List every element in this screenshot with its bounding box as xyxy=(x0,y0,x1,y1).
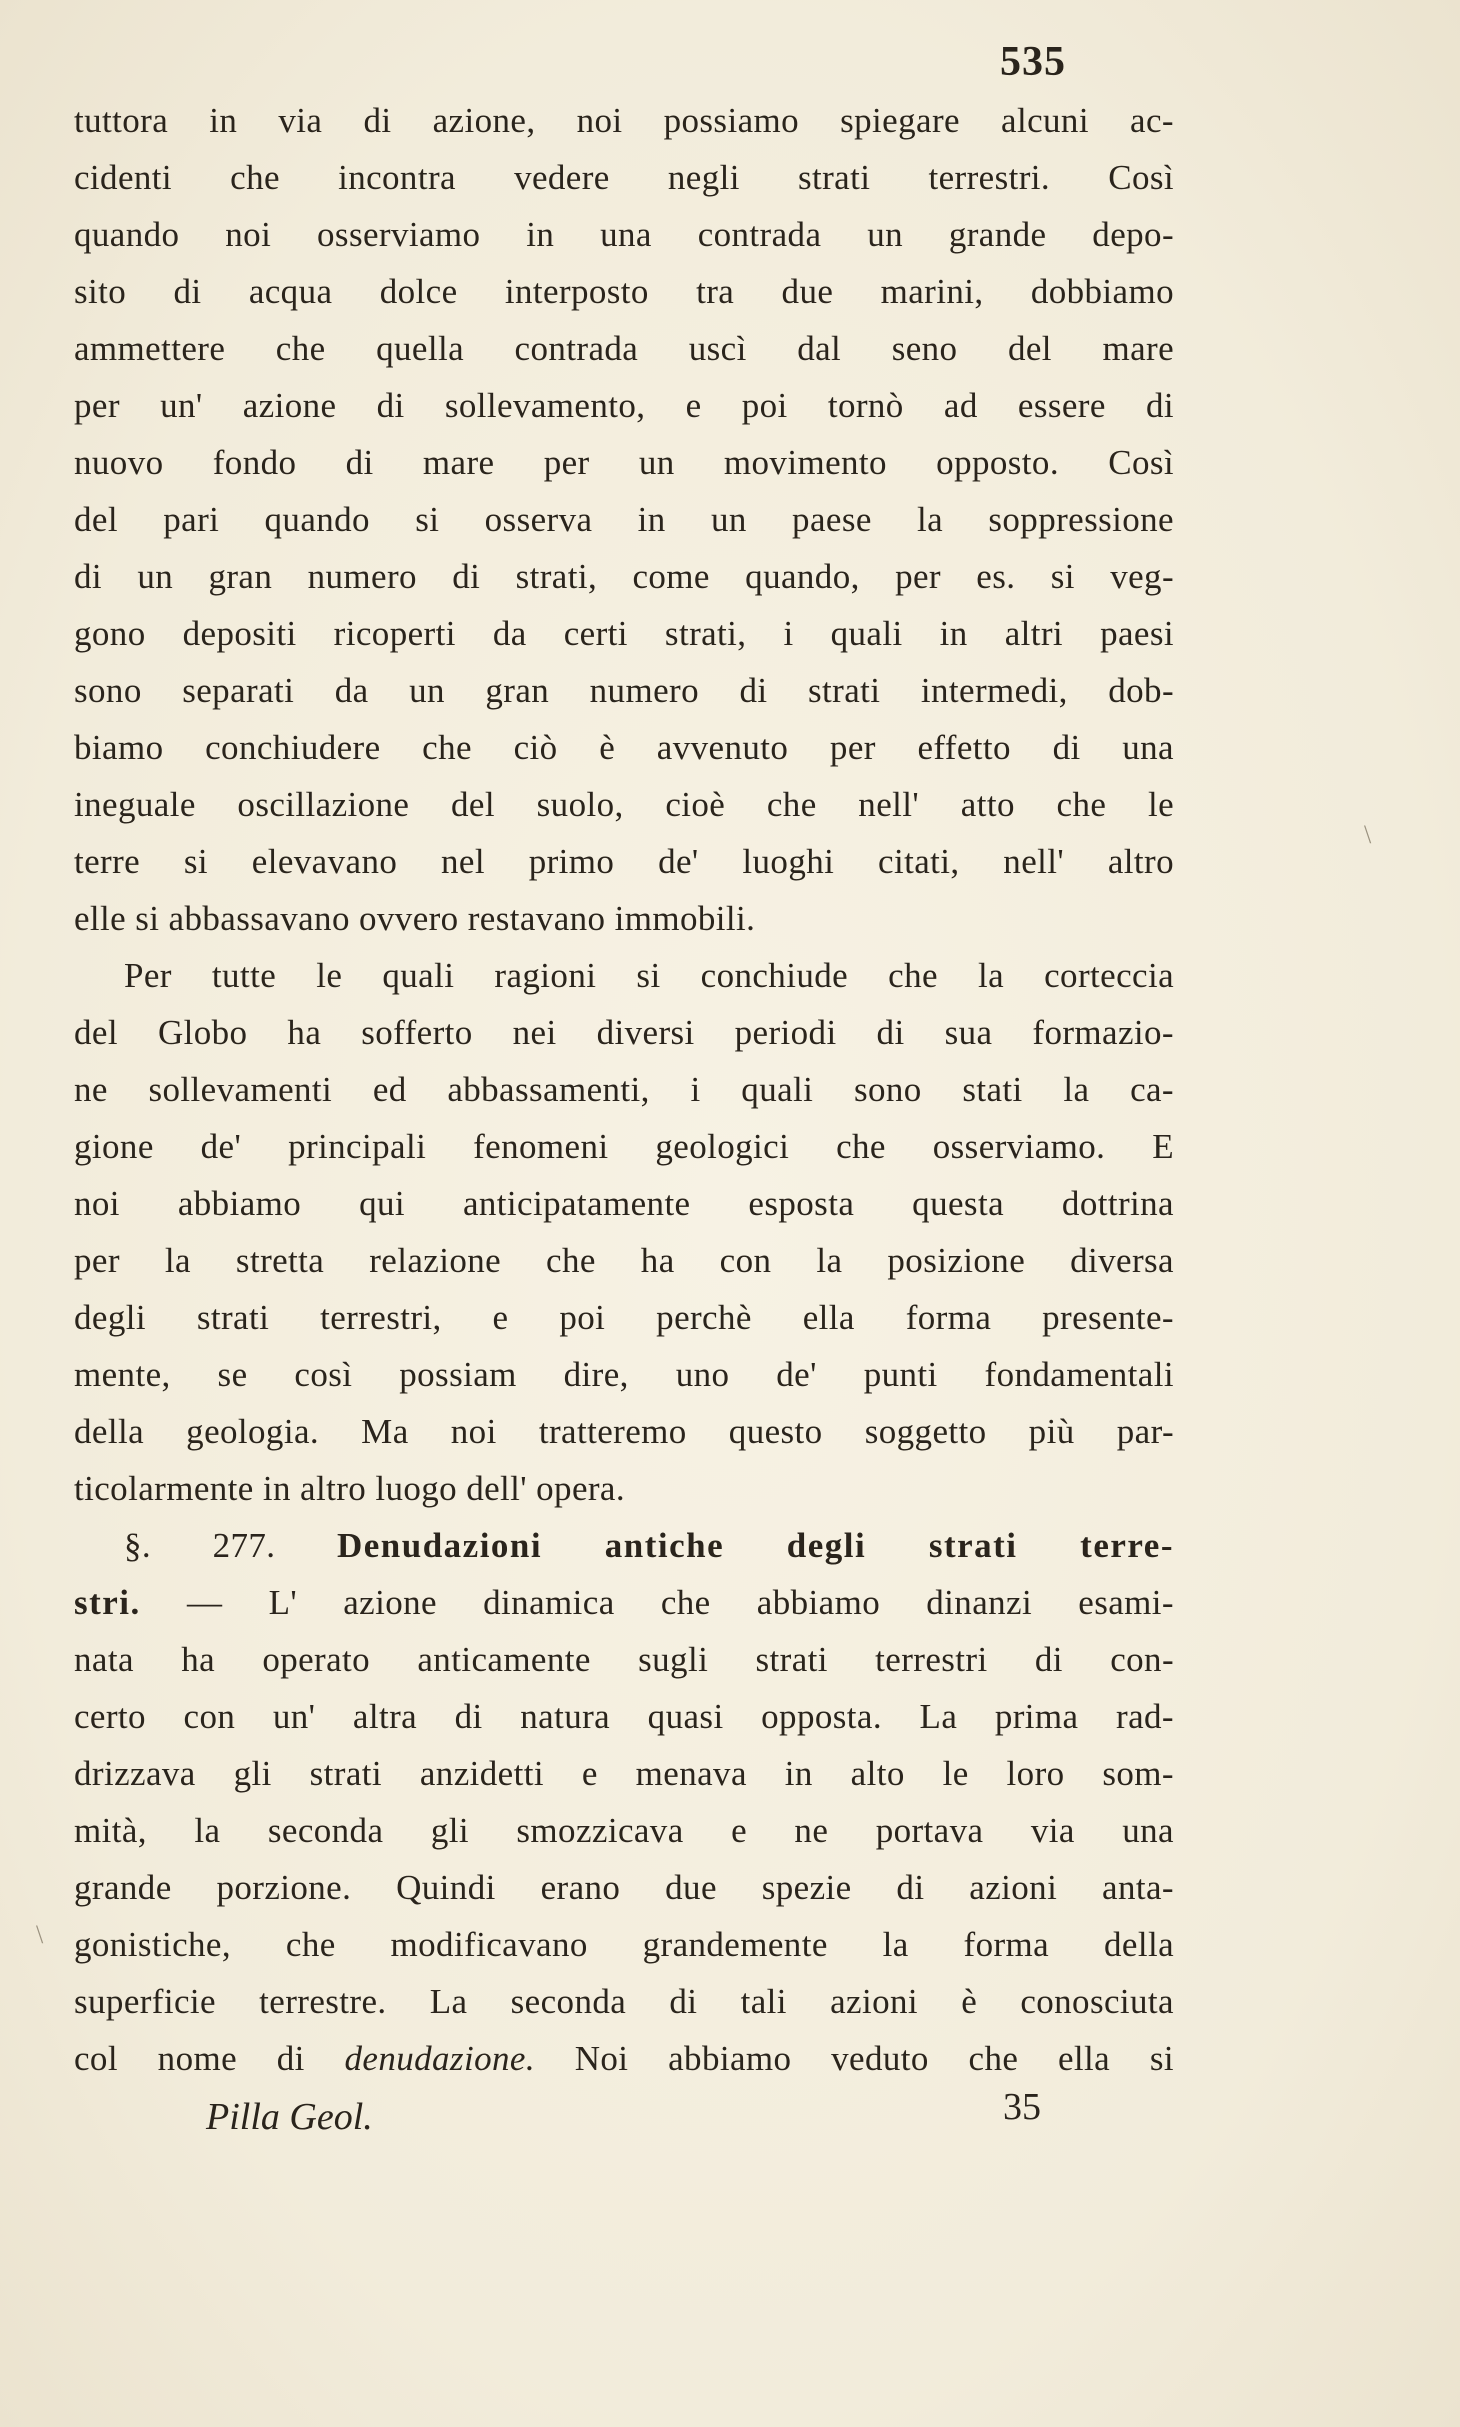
section-number: §. 277. xyxy=(124,1526,276,1565)
text-line: gonistiche, che modificavano grandemente la forma della xyxy=(74,1925,1174,1964)
printer-signature: Pilla Geol. xyxy=(206,2096,373,2138)
section-title: Denudazioni antiche degli strati terre- xyxy=(336,1526,1174,1565)
text-line: tuttora in via di azione, noi possiamo spiegare alcuni ac- xyxy=(74,101,1174,140)
text-line: superficie terrestre. La seconda di tali azioni è conosciuta xyxy=(74,1982,1174,2021)
signature-number: 35 xyxy=(1003,2086,1041,2128)
paper-mark: \ xyxy=(36,1920,44,1949)
text-line: nuovo fondo di mare per un movimento opposto. Così xyxy=(74,443,1174,482)
text-line: per la stretta relazione che ha con la posizione diversa xyxy=(74,1241,1174,1280)
paper-mark: \ xyxy=(1364,820,1372,849)
text-line: ne sollevamenti ed abbassamenti, i quali sono stati la ca- xyxy=(74,1070,1174,1109)
text-line: di un gran numero di strati, come quando, per es. si veg- xyxy=(74,557,1174,596)
paragraph-start-line: Per tutte le quali ragioni si conchiude che la corteccia xyxy=(124,956,1174,995)
text-line: sito di acqua dolce interposto tra due marini, dobbiamo xyxy=(74,272,1174,311)
text-line: del Globo ha sofferto nei diversi periodi di sua formazio- xyxy=(74,1013,1174,1052)
section-first-line: L' azione dinamica che abbiamo dinanzi esami- xyxy=(268,1583,1174,1622)
text-line: cidenti che incontra vedere negli strati terrestri. Così xyxy=(74,158,1174,197)
text-line: mità, la seconda gli smozzicava e ne portava via una xyxy=(74,1811,1174,1850)
text-line: ticolarmente in altro luogo dell' opera. xyxy=(74,1469,626,1508)
final-text-line xyxy=(74,2030,1174,2087)
final-line-before: col nome di xyxy=(74,2039,305,2078)
text-line: terre si elevavano nel primo de' luoghi citati, nell' altro xyxy=(74,842,1174,881)
text-line: per un' azione di sollevamento, e poi tornò ad essere di xyxy=(74,386,1174,425)
italic-term: denudazione. xyxy=(344,2039,535,2078)
text-line: elle si abbassavano ovvero restavano immobili. xyxy=(74,899,756,938)
text-line: quando noi osserviamo in una contrada un grande depo- xyxy=(74,215,1174,254)
text-line: del pari quando si osserva in un paese la soppressione xyxy=(74,500,1174,539)
text-line: sono separati da un gran numero di strati intermedi, dob- xyxy=(74,671,1174,710)
text-line: grande porzione. Quindi erano due spezie di azioni anta- xyxy=(74,1868,1174,1907)
text-line: biamo conchiudere che ciò è avvenuto per effetto di una xyxy=(74,728,1174,767)
text-line: certo con un' altra di natura quasi opposta. La prima rad- xyxy=(74,1697,1174,1736)
text-body xyxy=(74,92,1174,2087)
text-line: degli strati terrestri, e poi perchè ella forma presente- xyxy=(74,1298,1174,1337)
text-line: ineguale oscillazione del suolo, cioè che nell' atto che le xyxy=(74,785,1174,824)
text-line: gono depositi ricoperti da certi strati, i quali in altri paesi xyxy=(74,614,1174,653)
page-number: 535 xyxy=(1000,39,1066,85)
text-line: noi abbiamo qui anticipatamente esposta questa dottrina xyxy=(74,1184,1174,1223)
final-line-after: Noi abbiamo veduto che ella si xyxy=(574,2039,1174,2078)
text-line: gione de' principali fenomeni geologici che osserviamo. E xyxy=(74,1127,1174,1166)
text-line: della geologia. Ma noi tratteremo questo soggetto più par- xyxy=(74,1412,1174,1451)
section-title-end: stri. xyxy=(74,1583,141,1622)
section-heading-continuation xyxy=(74,1574,1174,1631)
text-line: drizzava gli strati anzidetti e menava in alto le loro som- xyxy=(74,1754,1174,1793)
text-line: ammettere che quella contrada uscì dal seno del mare xyxy=(74,329,1174,368)
text-line: nata ha operato anticamente sugli strati terrestri di con- xyxy=(74,1640,1174,1679)
text-line: mente, se così possiam dire, uno de' punti fondamentali xyxy=(74,1355,1174,1394)
section-heading-line xyxy=(74,1517,1174,1574)
em-dash: — xyxy=(186,1583,223,1622)
